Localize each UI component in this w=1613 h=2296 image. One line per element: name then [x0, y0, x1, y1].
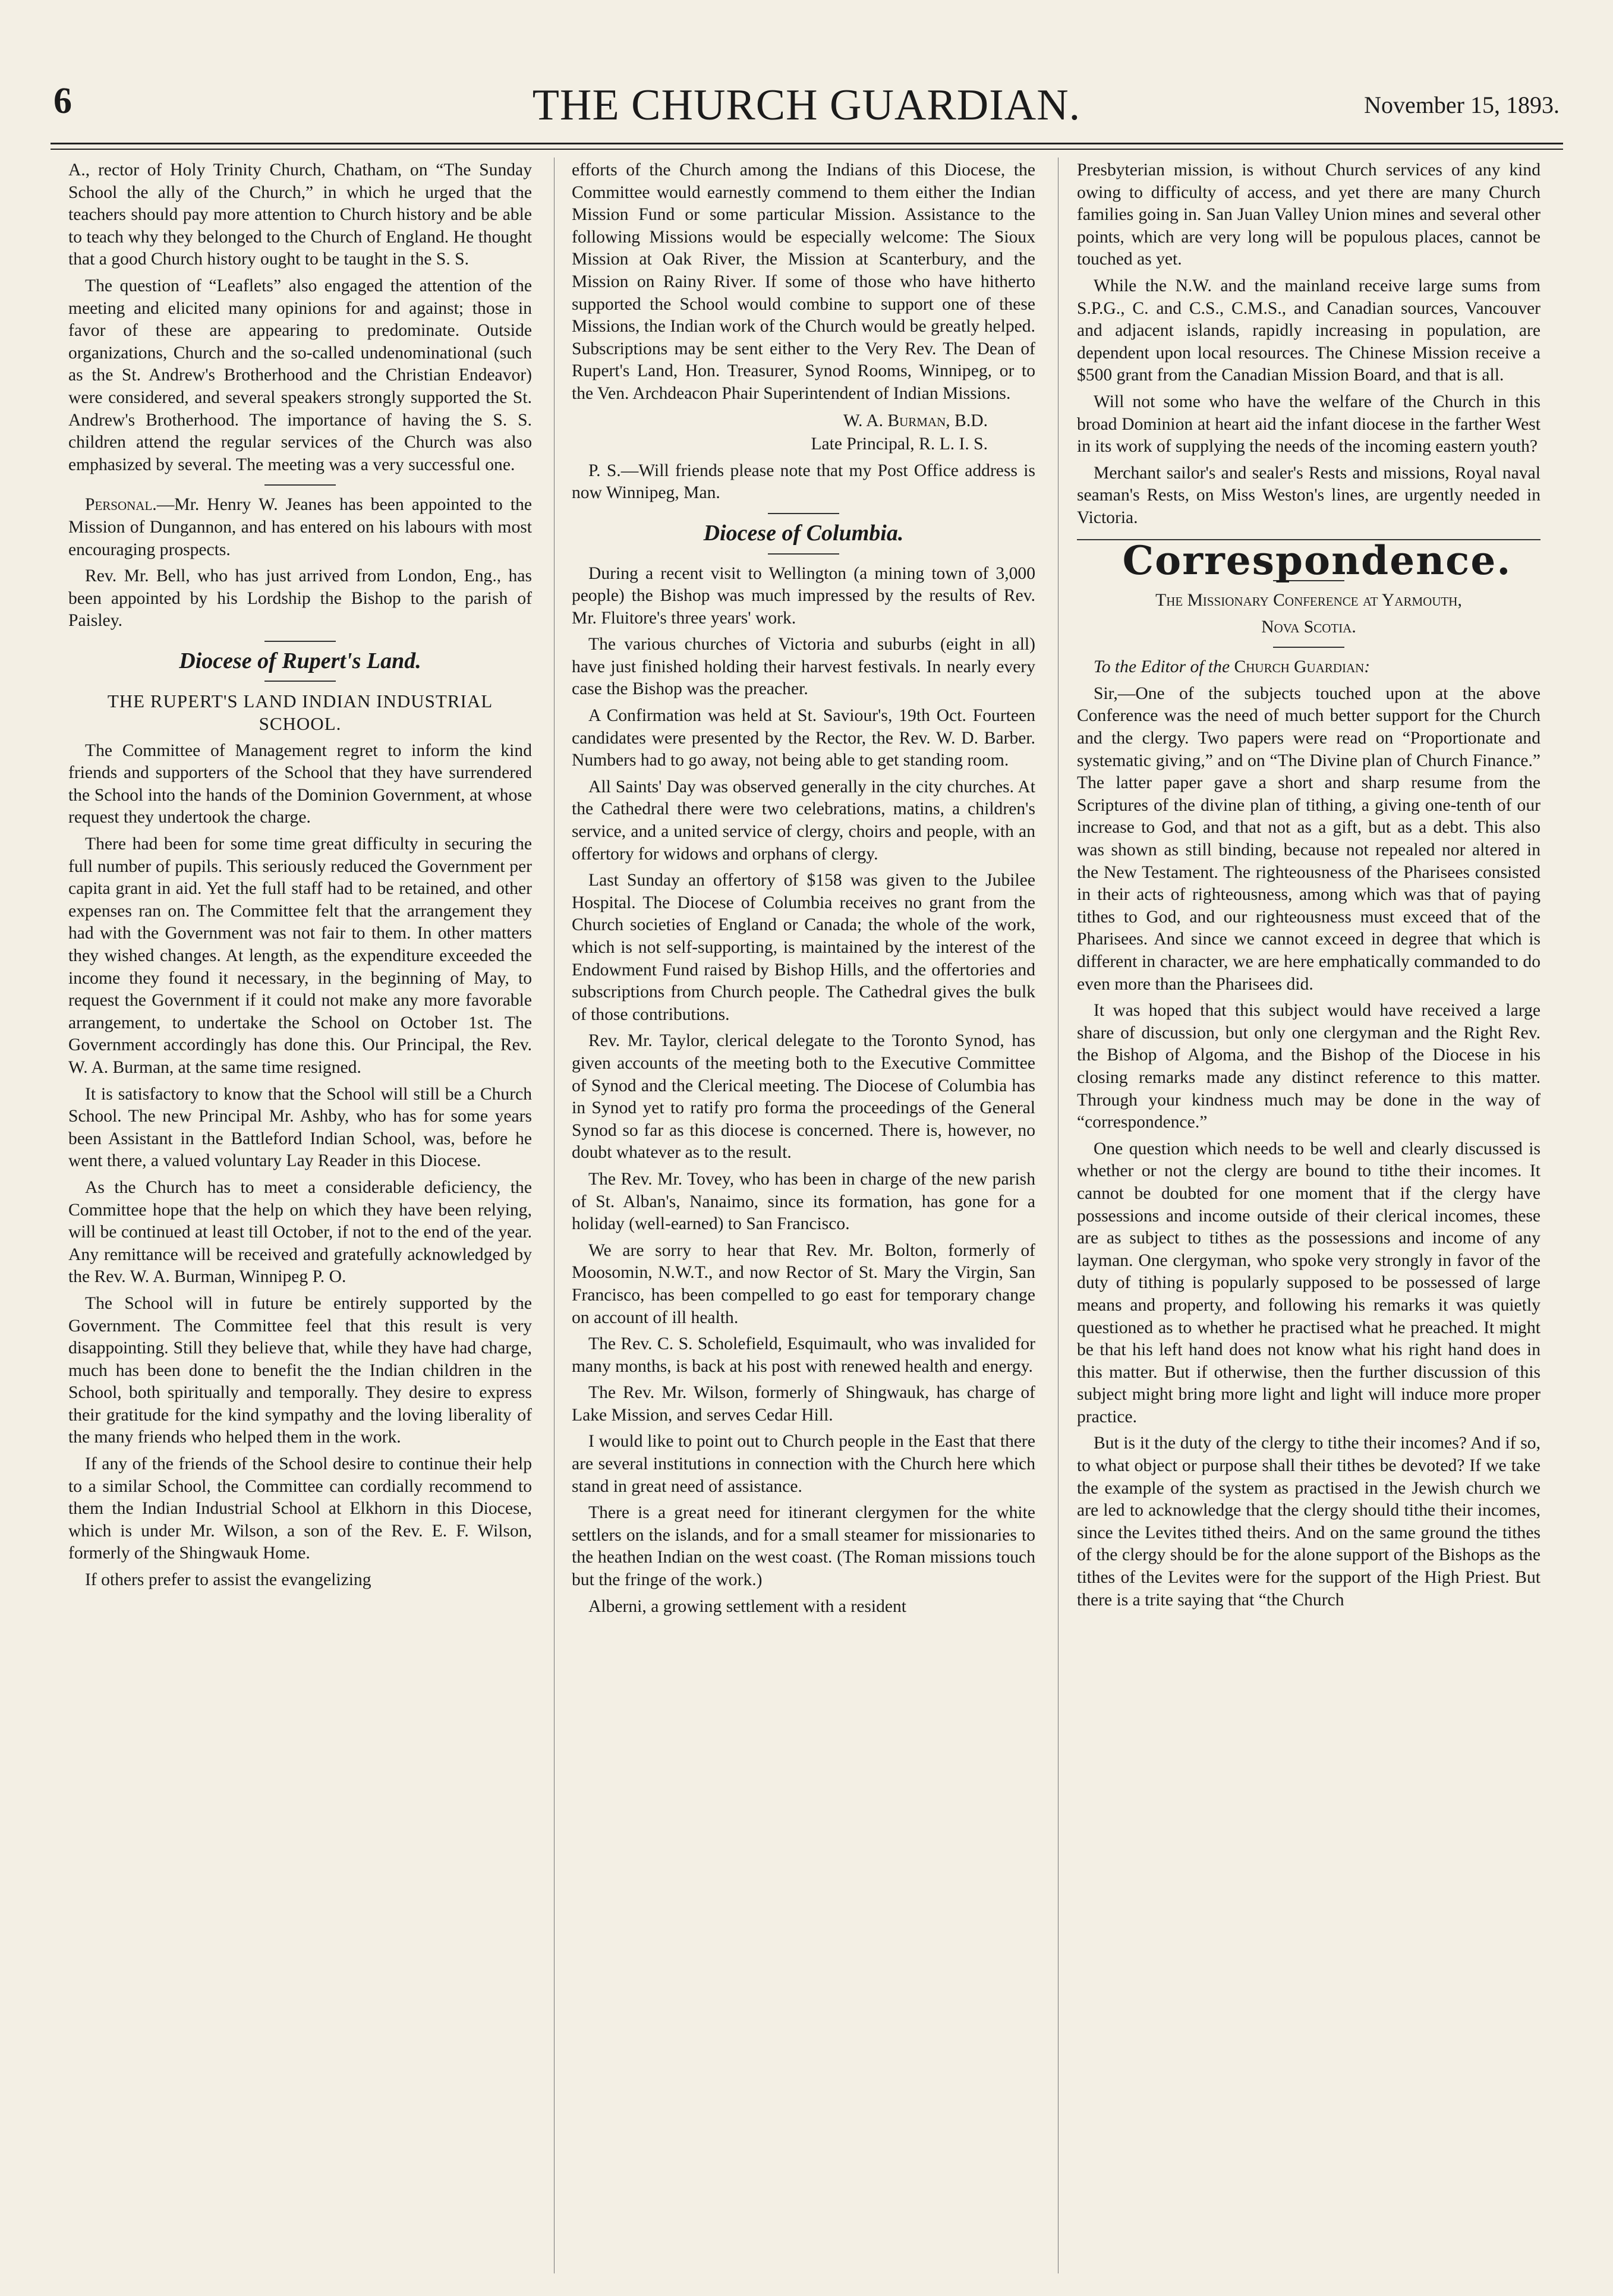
paragraph: During a recent visit to Wellington (a mining town of 3,000 people) the Bishop was much impressed by the results of Rev. Mr. Fluitore's three years' work. — [572, 563, 1035, 628]
signature-title: Late Principal, R. L. I. S. — [811, 434, 988, 454]
paragraph: While the N.W. and the mainland receive large sums from S.P.G., C. and C.S., C.M.S., and Canadian sources, Vancouver and adjacent islands, rapidly increasing in population, are dependent upon local resources. The Chinese Mission receive a $500 grant from the Canadian Mission Board, and that is all. — [1077, 276, 1540, 385]
paragraph: Rev. Mr. Bell, who has just arrived from London, Eng., has been appointed by his Lordship the Bishop to the parish of Paisley. — [68, 566, 532, 631]
issue-date: November 15, 1893. — [1364, 92, 1560, 118]
personal-label: Personal. — [85, 495, 157, 515]
paragraph: We are sorry to hear that Rev. Mr. Bolton, formerly of Moosomin, N.W.T., and now Rector of St. Mary the Virgin, San Francisco, has been compelled to go east for temporary change on account of ill health. — [572, 1240, 1035, 1327]
paragraph: All Saints' Day was observed generally in the city churches. At the Cathedral there were two celebrations, matins, a children's service, and a united service of clergy, choirs and people, with an offertory for widows and orphans of clergy. — [572, 777, 1035, 864]
paragraph: The Rev. Mr. Tovey, who has been in charge of the new parish of St. Alban's, Nanaimo, since its formation, has gone for a holiday (well-earned) to San Francisco. — [572, 1169, 1035, 1234]
personal-text: —Mr. Henry W. Jeanes has been appointed to the Mission of Dungannon, and has entered on his labours with most encouraging prospects. — [68, 495, 532, 559]
section-heading-columbia: Diocese of Columbia. — [703, 520, 904, 546]
paragraph: It was hoped that this subject would have received a large share of discussion, but only one clergyman and the Right Rev. the Bishop of Algoma, and the Bishop of the Diocese in his closing remarks made any distinct reference to this matter. Through your kindness much may be done in the way of “correspondence.” — [1077, 1001, 1540, 1132]
section-heading-ruperts-land: Diocese of Rupert's Land. — [179, 648, 421, 673]
paragraph: The question of “Leaflets” also engaged the attention of the meeting and elicited many opinions for and against; those in favor of these are appearing to predominate. Outside organizations, Church and the so-called undenominational (such as the St. Andrew's Brotherhood and the Christian Endeavor) were considered, and several speakers strongly supported the St. Andrew's Brotherhood. The importance of having the S. S. children attend the regular services of the Church was also emphasized by several. The meeting was a very successful one. — [68, 276, 532, 474]
paragraph: The School will in future be entirely supported by the Government. The Committee feel that this result is very disappointing. Still they believe that, while they have had charge, much has been done to benefit the the Indian children in the School, both spiritually and temporally. They desire to express their gratitude for the kind sympathy and the loving liberality of the many friends who helped them in the work. — [68, 1293, 532, 1447]
paragraph: One question which needs to be well and clearly discussed is whether or not the clergy are bound to tithe their incomes. It cannot be doubted for one moment that if the clergy have possessions and income outside of their clerical incomes, these are as subject to tithes as the possessions and income of any layman. One clergyman, who spoke very strongly in favor of the duty of tithing is popularly supposed to be possessed of large means and property, and following his remarks it was quietly questioned as to whether he practised what he preached. It might be that his left hand does not know what his right hand does in this matter. But if otherwise, then the further discussion of this subject might bring more light and light will induce more proper practice. — [1077, 1139, 1540, 1426]
paragraph: The various churches of Victoria and suburbs (eight in all) have just finished holding their harvest festivals. In nearly every case the Bishop was the preacher. — [572, 635, 1035, 699]
paragraph: Rev. Mr. Taylor, clerical delegate to the Toronto Synod, has given accounts of the meeting both to the Executive Committee of Synod and the Clerical meeting. The Diocese of Columbia has in Synod yet to ratify pro forma the proceedings of the General Synod so far as this diocese is concerned. There is, however, no doubt whatever as to the result. — [572, 1031, 1035, 1163]
paragraph: The Committee of Management regret to inform the kind friends and supporters of the School that they have surrendered the School into the hands of the Dominion Government, at whose request they undertook the charge. — [68, 741, 532, 827]
salutation-suffix: : — [1364, 657, 1371, 677]
paragraph: Sir,—One of the subjects touched upon at the above Conference was the need of much better support for the Church and the clergy. Two papers were read on “Proportionate and systematic giving,” and on “The Divine plan of Church Finance.” The latter paper gave a short and sharp resume from the Scriptures of the divine plan of tithing, a giving one-tenth of our increase to God, and that not as a gift, but as a debt. This also was shown as still binding, because not repealed nor altered in the New Testament. The righteousness of the Pharisees consisted in their acts of righteousness, among which was that of paying tithes to God, and our righteousness must exceed that of the Pharisees. And since we cannot exceed in degree that which is different in character, we are here emphatically commanded to do even more than the Pharisees did. — [1077, 684, 1540, 994]
paragraph: Presbyterian mission, is without Church services of any kind owing to difficulty of access, and yet there are many Church families going in. San Juan Valley Union mines and several other points, which are very long will be populous places, cannot be touched as yet. — [1077, 160, 1540, 269]
paragraph: There is a great need for itinerant clergymen for the white settlers on the islands, and for a small steamer for missionaries to the heathen Indian on the west coast. (The Roman missions touch but the fringe of the work.) — [572, 1503, 1035, 1590]
paragraph: A., rector of Holy Trinity Church, Chatham, on “The Sunday School the ally of the Church,” in which he urged that the teachers should pay more attention to Church history and be able to teach why they belonged to the Church of England. He thought that a good Church history ought to be taught in the S. S. — [68, 160, 532, 269]
paragraph: There had been for some time great difficulty in securing the full number of pupils. This seriously reduced the Government per capita grant in aid. Yet the full staff had to be retained, and other expenses ran on. The Committee felt that the arrangement they had with the Government was not fair to them. In other matters they wished changes. At length, as the expenditure exceeded the income they found it necessary, in the beginning of May, to request the Government if it could not make any more favorable arrangement, to undertake the School on October 1st. The Government accordingly has done this. Our Principal, the Rev. W. A. Burman, at the same time resigned. — [68, 834, 532, 1077]
divider — [768, 553, 839, 555]
divider — [264, 681, 336, 682]
paragraph: But is it the duty of the clergy to tithe their incomes? And if so, to what object or purpose shall their tithes be devoted? If we take the example of the system as practised in the Jewish church we are led to acknowledge that the clergy should tithe their incomes, since the Levites tithed theirs. And on the same ground the tithes of the clergy should be for the alone support of the Bishops as the tithes of the Levites were for the support of the High Priest. But there is a trite saying that “the Church — [1077, 1434, 1540, 1610]
correspondence-heading: Correspondence. — [1122, 537, 1512, 584]
divider — [264, 484, 336, 486]
paragraph: I would like to point out to Church people in the East that there are several institutions in connection with the Church here which stand in great need of assistance. — [572, 1432, 1035, 1496]
paragraph: efforts of the Church among the Indians of this Diocese, the Committee would earnestly commend to them either the Indian Mission Fund or some particular Mission. Assistance to the following Missions would be especially welcome: The Sioux Mission at Oak River, the Mission at Scanterbury, and the Mission on Rainy River. If some of those who have hitherto supported the School would combine to support one of these Missions, the Indian work of the Church would be greatly helped. Subscriptions may be sent either to the Very Rev. The Dean of Rupert's Land, Hon. Treasurer, Synod Rooms, Winnipeg, or to the Ven. Archdeacon Phair Superintendent of Indian Missions. — [572, 160, 1035, 403]
header-rule-bottom — [51, 149, 1563, 150]
divider — [768, 513, 839, 514]
paragraph: It is satisfactory to know that the School will still be a Church School. The new Principal Mr. Ashby, who has for some years been Assistant in the Battleford Indian School, was, before he went there, a valued voluntary Lay Reader in this Diocese. — [68, 1084, 532, 1171]
paragraph: The Rev. Mr. Wilson, formerly of Shingwauk, has charge of Lake Mission, and serves Cedar Hill. — [572, 1383, 1035, 1425]
newspaper-title: THE CHURCH GUARDIAN. — [532, 81, 1081, 130]
divider — [264, 641, 336, 642]
salutation-paper: Church Guardian — [1234, 657, 1365, 677]
header-rule-top — [51, 143, 1563, 144]
salutation — [1077, 656, 1540, 679]
postscript: P. S.—Will friends please note that my Post Office address is now Winnipeg, Man. — [572, 461, 1035, 503]
column-2 — [572, 159, 1035, 1622]
masthead — [53, 80, 1560, 146]
salutation-prefix: To the Editor of the — [1094, 657, 1234, 677]
paragraph: A Confirmation was held at St. Saviour's, 19th Oct. Fourteen candidates were presented by the Rector, the Rev. W. D. Barber. Numbers had to go away, not being able to get standing room. — [572, 706, 1035, 770]
column-1 — [68, 159, 532, 1596]
column-3 — [1077, 159, 1540, 1615]
letter-title-line-2: Nova Scotia. — [1261, 617, 1356, 637]
paragraph: As the Church has to meet a considerable deficiency, the Committee hope that the help on which they have been relying, will be continued at least till October, if not to the end of the year. Any remittance will be received and gratefully acknowledged by the Rev. W. A. Burman, Winnipeg P. O. — [68, 1177, 532, 1287]
paragraph: Will not some who have the welfare of the Church in this broad Dominion at heart aid the infant diocese in the farther West in its work of supplying the needs of the incoming eastern youth? — [1077, 392, 1540, 456]
signature-name: W. A. Burman, B.D. — [843, 411, 988, 430]
paragraph: Merchant sailor's and sealer's Rests and missions, Royal naval seaman's Rests, on Miss Weston's lines, are urgently needed in Victoria. — [1077, 463, 1540, 527]
article-title-industrial-school: THE RUPERT'S LAND INDIAN INDUSTRIAL SCHOOL. — [107, 691, 493, 735]
page-number: 6 — [53, 81, 72, 121]
letter-title-line-1: The Missionary Conference at Yarmouth, — [1155, 591, 1462, 610]
divider — [1273, 647, 1344, 648]
paragraph: Alberni, a growing settlement with a resident — [588, 1596, 907, 1616]
personal-notice — [68, 494, 532, 561]
paragraph: If any of the friends of the School desire to continue their help to a similar School, the Committee can cordially recommend to them the Indian Industrial School at Elkhorn in this Diocese, which is under Mr. Wilson, a son of the Rev. E. F. Wilson, formerly of the Shingwauk Home. — [68, 1454, 532, 1563]
paragraph: If others prefer to assist the evangelizing — [85, 1570, 371, 1590]
column-divider-1 — [554, 158, 555, 2273]
paragraph: The Rev. C. S. Scholefield, Esquimault, who was invalided for many months, is back at his post with renewed health and energy. — [572, 1334, 1035, 1376]
paragraph: Last Sunday an offertory of $158 was given to the Jubilee Hospital. The Diocese of Columbia receives no grant from the Church societies of England or Canada; the whole of the work, which is not self-supporting, is maintained by the interest of the Endowment Fund raised by Bishop Hills, and the offertories and subscriptions from Church people. The Cathedral gives the bulk of those contributions. — [572, 871, 1035, 1024]
